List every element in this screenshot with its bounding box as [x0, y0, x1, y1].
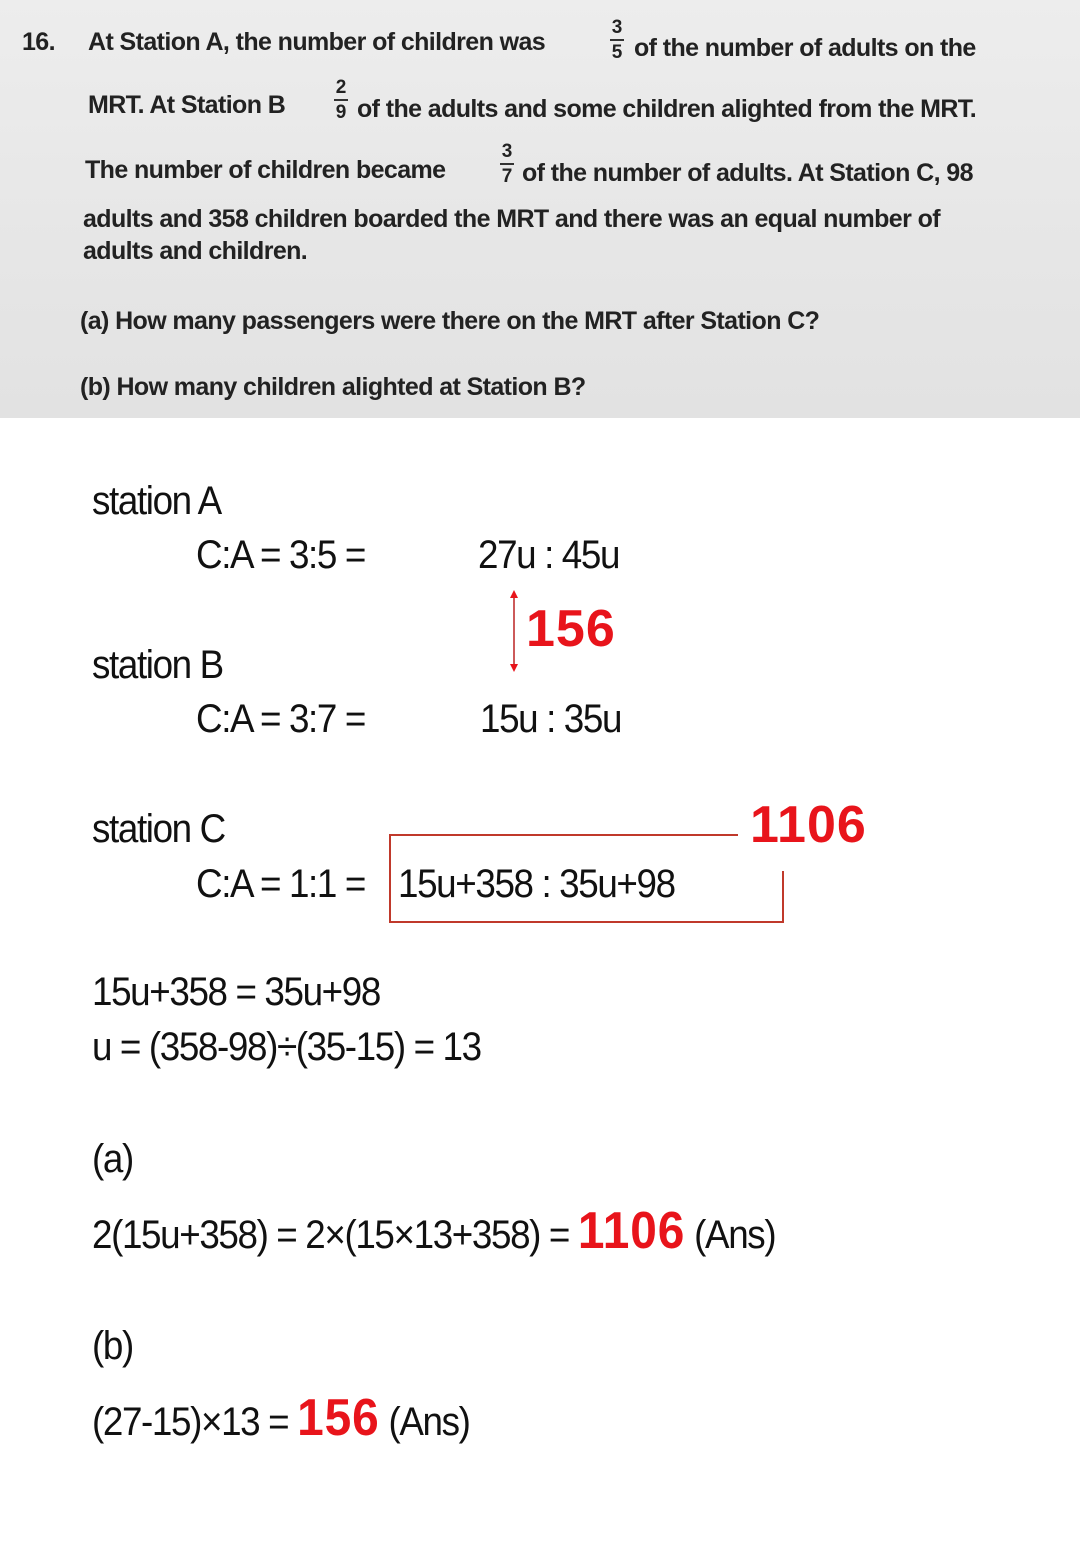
equation-2: u = (358-98)÷(35-15) = 13 [92, 1025, 481, 1069]
part-b-label: (b) [92, 1324, 133, 1368]
question-scan [0, 0, 1080, 418]
question-line: of the number of adults. At Station C, 98 [522, 159, 973, 187]
difference-arrow-icon [506, 590, 522, 672]
part-b-working [92, 1389, 470, 1447]
units-b: 15u : 35u [480, 697, 622, 741]
ans-tag: (Ans) [388, 1400, 470, 1444]
ratio-c: C:A = 1:1 = [196, 862, 365, 906]
part-a-expression: 2(15u+358) = 2×(15×13+358) = [92, 1213, 569, 1257]
ratio-b: C:A = 3:7 = [196, 697, 365, 741]
numerator: 3 [501, 141, 513, 162]
denominator: 9 [335, 102, 347, 123]
question-number: 16. [22, 28, 55, 56]
part-a-working [92, 1202, 776, 1260]
question-line: adults and children. [83, 237, 308, 265]
question-line: of the adults and some children alighted from the MRT. [357, 95, 977, 123]
units-a: 27u : 45u [478, 533, 620, 577]
numerator: 2 [335, 77, 347, 98]
part-a-label: (a) [92, 1137, 133, 1181]
station-a-heading: station A [92, 479, 221, 523]
fraction-3-5 [607, 18, 627, 62]
question-line: The number of children became [85, 156, 446, 184]
question-line: At Station A, the number of children was [88, 28, 546, 56]
part-b-answer: 156 [297, 1389, 380, 1447]
fraction-2-9 [331, 78, 351, 122]
total-label: 1106 [750, 796, 867, 854]
station-c-heading: station C [92, 807, 225, 851]
denominator: 5 [611, 42, 623, 63]
question-line: adults and 358 children boarded the MRT and there was an equal number of [83, 205, 940, 233]
question-part-a: (a) How many passengers were there on the MRT after Station C? [80, 307, 820, 335]
station-b-heading: station B [92, 643, 223, 687]
units-c: 15u+358 : 35u+98 [398, 862, 675, 906]
part-b-expression: (27-15)×13 = [92, 1400, 289, 1444]
difference-label: 156 [526, 600, 616, 658]
equation-1: 15u+358 = 35u+98 [92, 970, 380, 1014]
numerator: 3 [611, 17, 623, 38]
ans-tag: (Ans) [694, 1213, 776, 1257]
question-part-b: (b) How many children alighted at Station B? [80, 373, 586, 401]
question-line: MRT. At Station B [88, 91, 286, 119]
question-line: of the number of adults on the [634, 34, 976, 62]
fraction-3-7 [497, 142, 517, 186]
ratio-a: C:A = 3:5 = [196, 533, 365, 577]
part-a-answer: 1106 [577, 1202, 686, 1260]
denominator: 7 [501, 166, 513, 187]
